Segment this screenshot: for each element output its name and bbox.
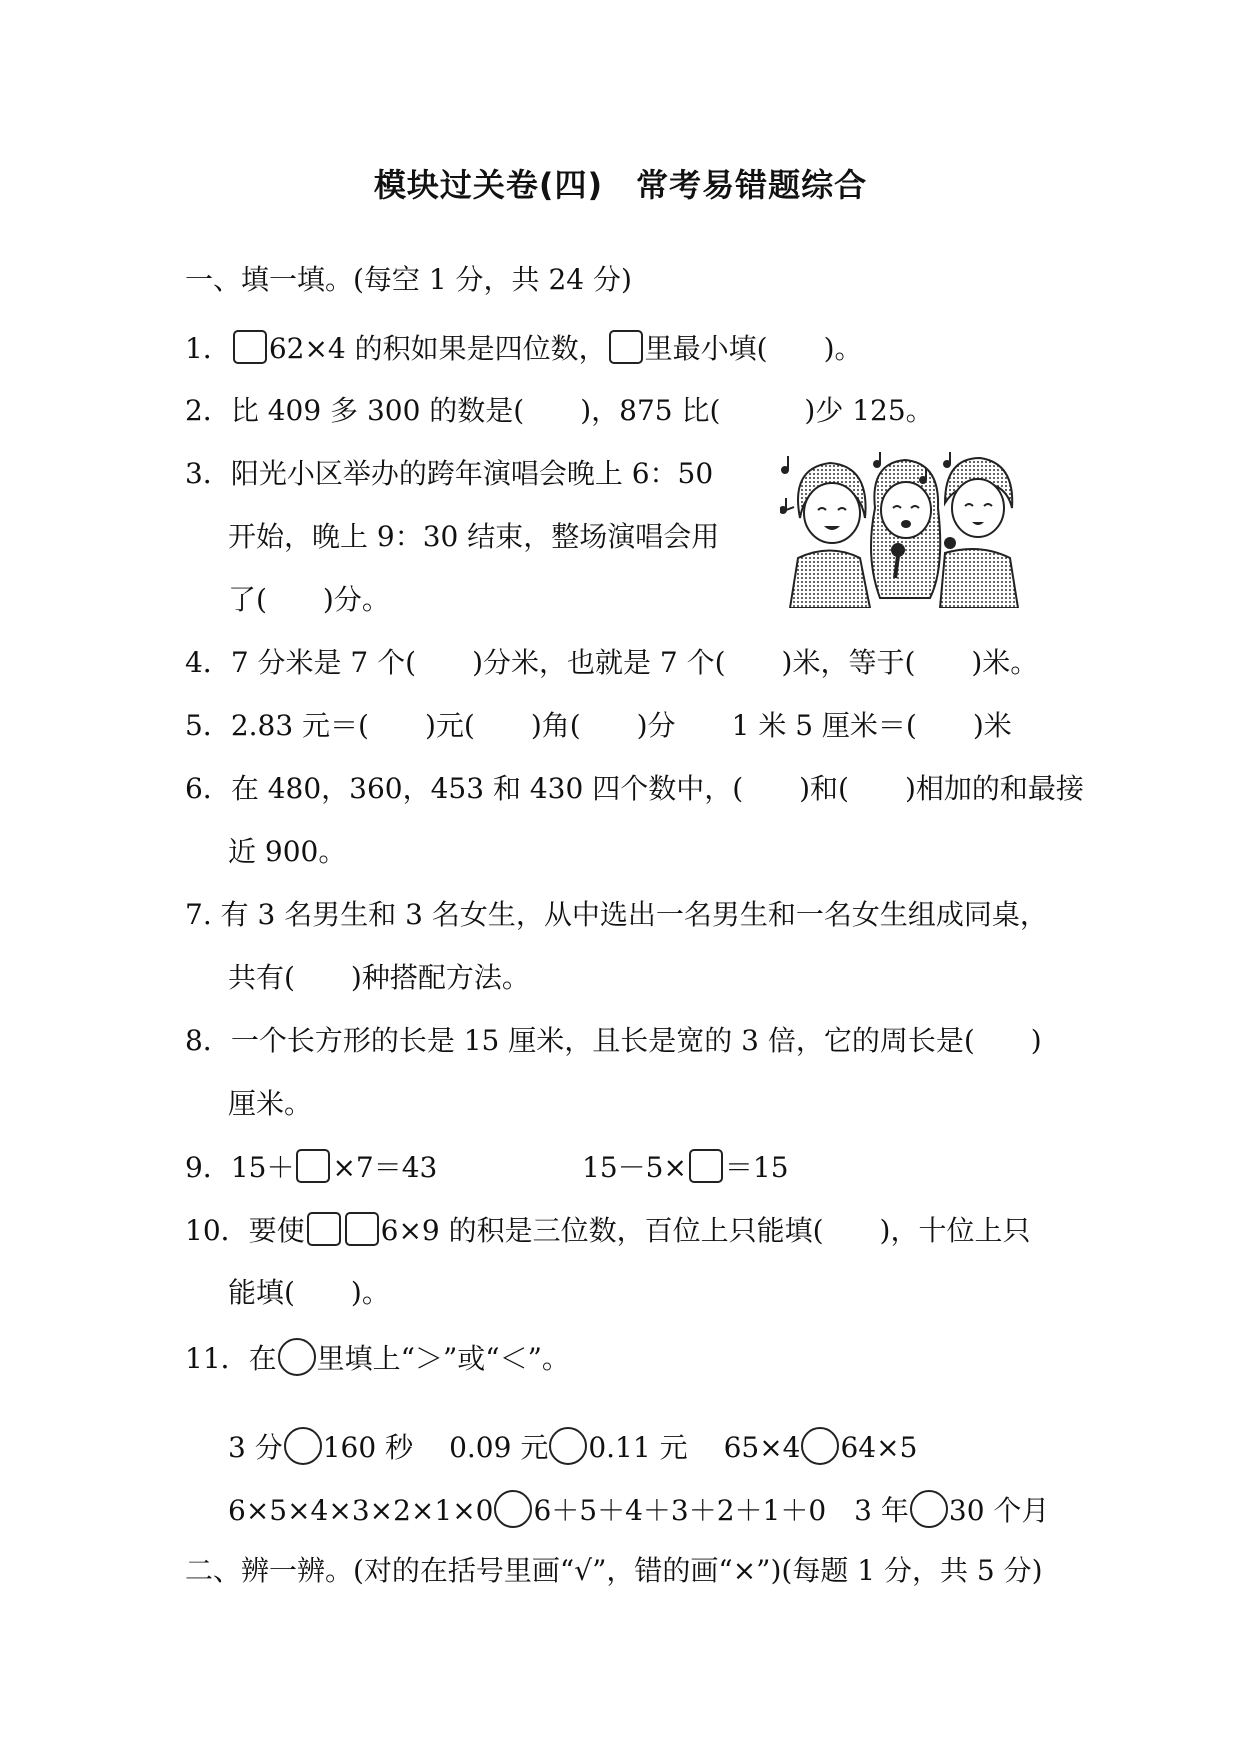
q9-number: 9．15＋ (185, 1151, 295, 1184)
compare-right: 160 秒 (322, 1431, 414, 1464)
question-1 (185, 330, 863, 367)
question-4: 4．7 分米是 7 个( )分米，也就是 7 个( )米，等于( )米。 (185, 646, 1039, 679)
blank-circle[interactable] (549, 1427, 587, 1465)
question-10-line-2: 能填( )。 (228, 1276, 390, 1309)
question-7-line-1: 7. 有 3 名男生和 3 名女生，从中选出一名男生和一名女生组成同桌， (185, 898, 1048, 931)
compare-left: 3 分 (228, 1431, 283, 1464)
q11-instruction: 里填上“＞”或“＜”。 (316, 1342, 570, 1375)
compare-right: 64×5 (840, 1431, 918, 1464)
question-11-row-1 (228, 1427, 917, 1466)
compare-left: 0.09 元 (449, 1431, 549, 1464)
section-2-heading: 二、辨一辨。(对的在括号里画“√”，错的画“×”)(每题 1 分，共 5 分) (185, 1554, 1043, 1587)
blank-box[interactable] (689, 1149, 723, 1183)
question-11-heading (185, 1338, 570, 1377)
blank-circle[interactable] (278, 1338, 316, 1376)
blank-box[interactable] (307, 1212, 341, 1246)
q9-text-b: 15－5× (582, 1151, 687, 1184)
question-5: 5．2.83 元＝( )元( )角( )分 1 米 5 厘米＝( )米 (185, 709, 1012, 742)
q1-text-b: 里最小填( )。 (644, 332, 863, 365)
compare-left: 65×4 (723, 1431, 801, 1464)
q1-text-a: 62×4 的积如果是四位数， (268, 332, 607, 365)
q9-text-a: ×7＝43 (332, 1151, 438, 1184)
question-6-line-2: 近 900。 (228, 835, 347, 868)
blank-box[interactable] (296, 1149, 330, 1183)
question-10-line-1 (185, 1212, 1030, 1249)
compare-left: 6×5×4×3×2×1×0 (228, 1494, 494, 1527)
singers-illustration (780, 448, 1020, 608)
question-9-part-2 (582, 1149, 789, 1186)
q9-text-c: ＝15 (724, 1151, 789, 1184)
question-8-line-1: 8．一个长方形的长是 15 厘米，且长是宽的 3 倍，它的周长是( ) (185, 1024, 1042, 1057)
question-8-line-2: 厘米。 (228, 1087, 313, 1120)
section-1-heading: 一、填一填。(每空 1 分，共 24 分) (185, 263, 632, 296)
question-9-part-1 (185, 1149, 437, 1186)
compare-right: 30 个月 (948, 1494, 1050, 1527)
blank-circle[interactable] (910, 1490, 948, 1528)
compare-left: 3 年 (854, 1494, 909, 1527)
question-3-line-1: 3．阳光小区举办的跨年演唱会晚上 6：50 (185, 457, 714, 490)
compare-right: 0.11 元 (588, 1431, 688, 1464)
question-6-line-1: 6．在 480，360，453 和 430 四个数中，( )和( )相加的和最接 (185, 772, 1084, 805)
compare-right: 6＋5＋4＋3＋2＋1＋0 (533, 1494, 827, 1527)
blank-circle[interactable] (801, 1427, 839, 1465)
question-2: 2．比 409 多 300 的数是( )，875 比( )少 125。 (185, 394, 934, 427)
question-3-line-3: 了( )分。 (228, 583, 390, 616)
question-3-line-2: 开始，晚上 9：30 结束，整场演唱会用 (228, 520, 720, 553)
blank-circle[interactable] (284, 1427, 322, 1465)
question-11-row-2 (228, 1490, 1049, 1529)
q11-number: 11．在 (185, 1342, 277, 1375)
page-title: 模块过关卷(四) 常考易错题综合 (373, 166, 868, 204)
q1-number: 1． (185, 332, 231, 365)
blank-box[interactable] (609, 330, 643, 364)
q10-number: 10．要使 (185, 1214, 305, 1247)
blank-circle[interactable] (494, 1490, 532, 1528)
q10-text-a: 6×9 的积是三位数，百位上只能填( )，十位上只 (380, 1214, 1031, 1247)
blank-box[interactable] (345, 1212, 379, 1246)
blank-box[interactable] (233, 330, 267, 364)
question-7-line-2: 共有( )种搭配方法。 (228, 961, 530, 994)
